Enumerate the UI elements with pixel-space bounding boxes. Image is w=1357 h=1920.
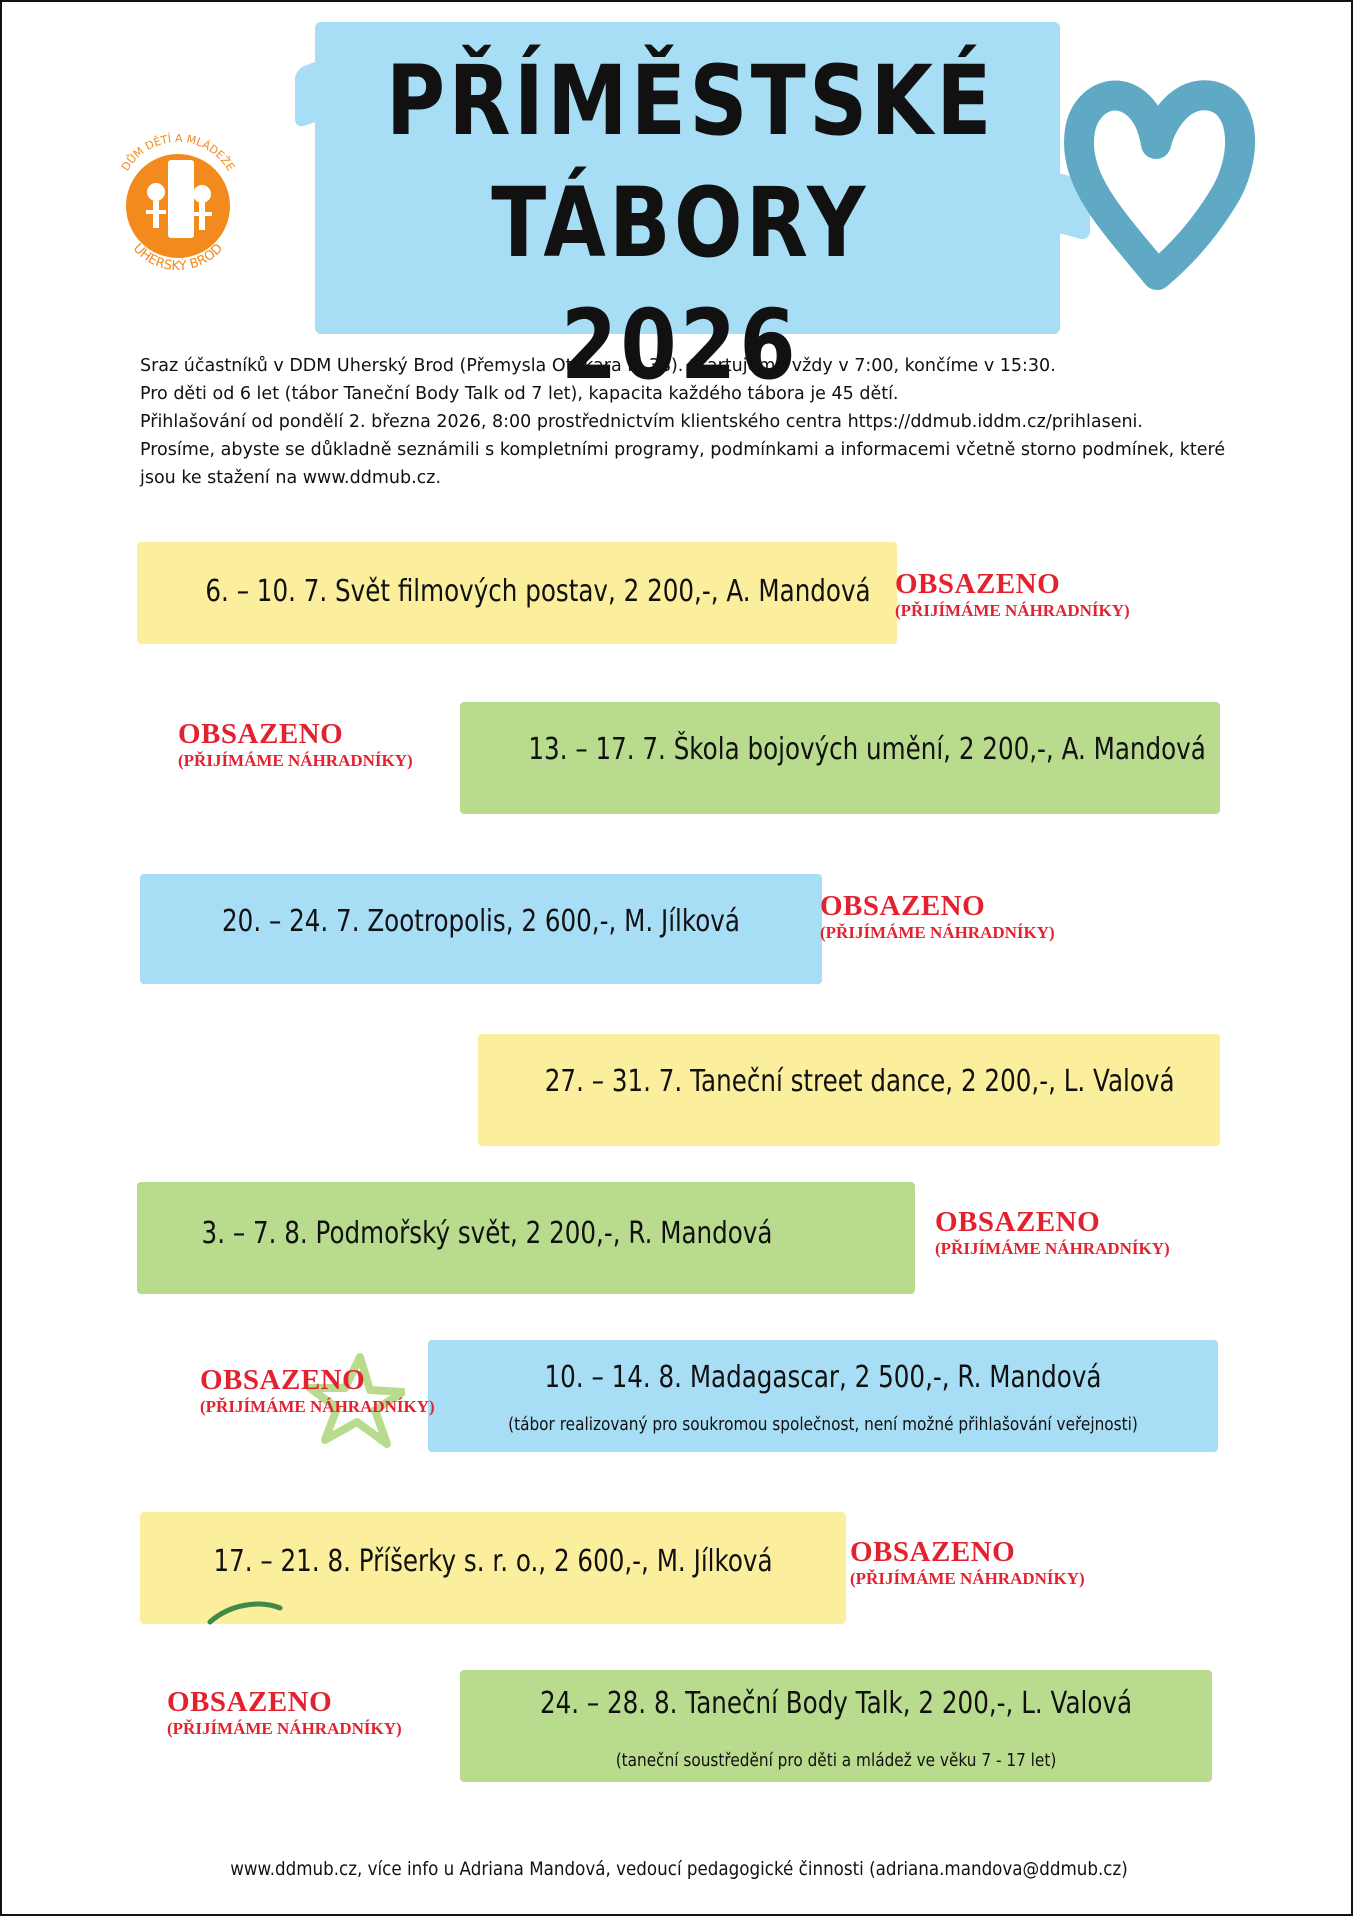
status-badge (167, 1686, 402, 1740)
camp-title: 3. – 7. 8. Podmořský svět, 2 200,-, R. Mandová (201, 1216, 773, 1251)
camp-note: (taneční soustředění pro děti a mládež ve věku 7 - 17 let) (615, 1750, 1057, 1771)
camp-title: 24. – 28. 8. Taneční Body Talk, 2 200,-, L. Valová (539, 1686, 1133, 1721)
logo-bottom-text: UHERSKÝ BROD (129, 240, 227, 275)
camp-title: 10. – 14. 8. Madagascar, 2 500,-, R. Mandová (544, 1360, 1102, 1395)
intro-line: Prosíme, abyste se důkladně seznámili s kompletními programy, podmínkami a informacemi včetně storno podmínek, které jsou ke stažení na www.ddmub.cz. (140, 440, 1226, 488)
footer (0, 1858, 1357, 1880)
status-label: OBSAZENO (895, 568, 1061, 600)
intro-line: Pro děti od 6 let (tábor Taneční Body Talk od 7 let), kapacita každého tábora je 45 dětí. (140, 384, 899, 404)
camp-note: (tábor realizovaný pro soukromou společnost, není možné přihlašování veřejnosti) (508, 1414, 1138, 1435)
status-label: OBSAZENO (820, 890, 986, 922)
status-sub: (PŘIJÍMÁME NÁHRADNÍKY) (850, 1569, 1085, 1588)
status-label: OBSAZENO (200, 1364, 366, 1396)
status-sub: (PŘIJÍMÁME NÁHRADNÍKY) (820, 923, 1055, 942)
status-badge (820, 890, 1055, 944)
status-sub: (PŘIJÍMÁME NÁHRADNÍKY) (178, 751, 413, 770)
camp-title: 17. – 21. 8. Příšerky s. r. o., 2 600,-, M. Jílková (213, 1544, 773, 1579)
status-badge (850, 1536, 1085, 1590)
ddm-logo (98, 120, 258, 280)
camp-title: 6. – 10. 7. Svět filmových postav, 2 200,-, A. Mandová (205, 574, 871, 609)
status-sub: (PŘIJÍMÁME NÁHRADNÍKY) (935, 1239, 1170, 1258)
camp-brush (428, 1340, 1218, 1452)
heart-icon (1052, 60, 1262, 310)
status-badge (935, 1206, 1170, 1260)
status-sub: (PŘIJÍMÁME NÁHRADNÍKY) (167, 1719, 402, 1738)
footer-text: www.ddmub.cz, více info u Adriana Mandová, vedoucí pedagogické činnosti (adriana.mandova@ddmub.cz) (229, 1858, 1128, 1880)
status-label: OBSAZENO (178, 718, 344, 750)
intro-text (140, 352, 1260, 492)
status-badge (178, 718, 413, 772)
status-sub: (PŘIJÍMÁME NÁHRADNÍKY) (200, 1397, 435, 1416)
status-label: OBSAZENO (850, 1536, 1016, 1568)
title-line-2: TÁBORY 2026 (491, 167, 869, 401)
camp-title: 13. – 17. 7. Škola bojových umění, 2 200,-, A. Mandová (528, 732, 1206, 767)
status-badge (200, 1364, 435, 1418)
status-badge (895, 568, 1130, 622)
status-sub: (PŘIJÍMÁME NÁHRADNÍKY) (895, 601, 1130, 620)
camp-title: 20. – 24. 7. Zootropolis, 2 600,-, M. Jílková (222, 904, 740, 939)
intro-line: Sraz účastníků v DDM Uherský Brod (Přemysla Otakara II. 38). Startujeme vždy v 7:00, končíme v 15:30. (140, 356, 1056, 376)
camp-title: 27. – 31. 7. Taneční street dance, 2 200,-, L. Valová (544, 1064, 1175, 1099)
title-line-1: PŘÍMĚSTSKÉ (386, 45, 995, 157)
status-label: OBSAZENO (935, 1206, 1101, 1238)
swoosh-icon (205, 1598, 285, 1628)
status-label: OBSAZENO (167, 1686, 333, 1718)
logo-top-text: DŮM DĚTÍ A MLÁDEŽE (118, 131, 238, 174)
intro-line: Přihlašování od pondělí 2. března 2026, 8:00 prostřednictvím klientského centra https://ddmub.iddm.cz/prihlaseni. (140, 412, 1143, 432)
